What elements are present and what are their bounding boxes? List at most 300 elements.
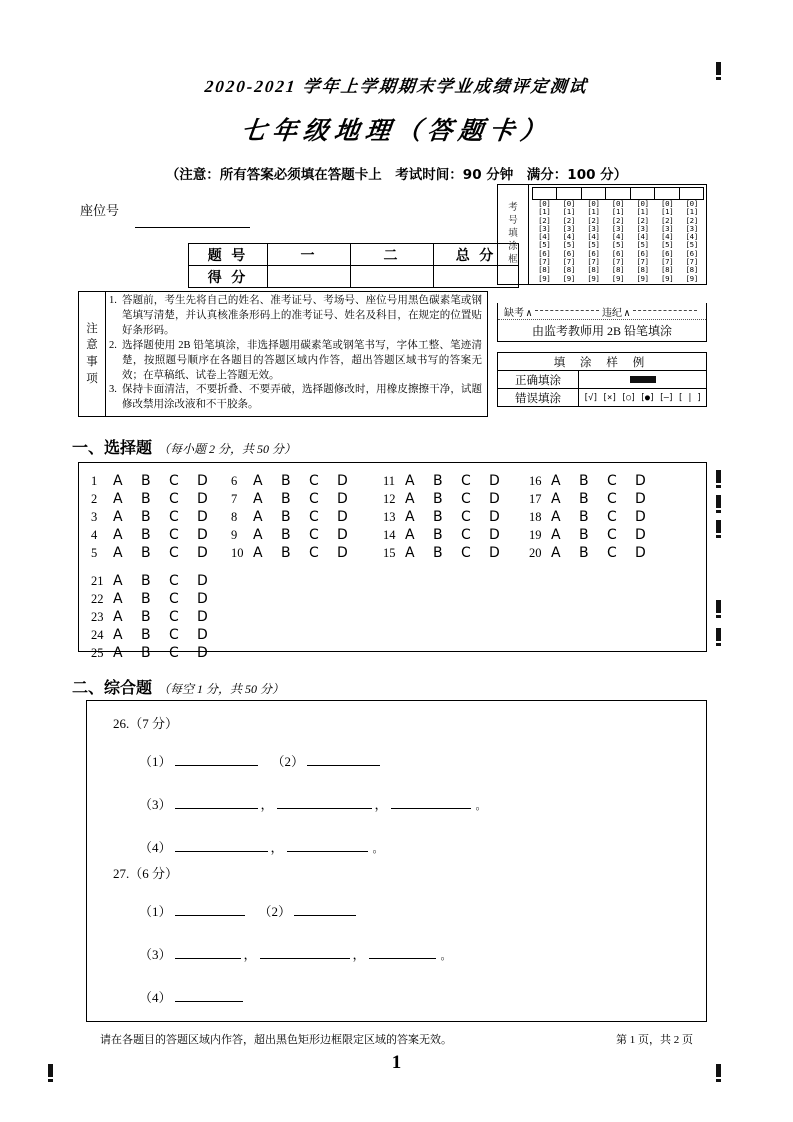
exam-number-bubble[interactable]: [0]: [660, 199, 674, 208]
multiple-choice-column[interactable]: [529, 473, 663, 563]
multiple-choice-option-c[interactable]: C: [607, 491, 617, 507]
fill-sample-wrong-value: [√] [×] [○] [●] [—] [ | ]: [579, 389, 707, 407]
question-26-blank-3-1[interactable]: [175, 796, 258, 809]
exam-number-bubble-box[interactable]: [497, 184, 707, 285]
multiple-choice-row[interactable]: [383, 473, 517, 491]
multiple-choice-option-c[interactable]: C: [309, 509, 319, 525]
multiple-choice-option-b[interactable]: B: [281, 491, 291, 507]
score-table-question-label: 题 号: [189, 244, 268, 266]
multiple-choice-column[interactable]: [383, 473, 517, 563]
proctor-dash-divider-2: [633, 309, 697, 311]
score-table-col-1: 一: [268, 244, 351, 266]
question-27-line-3[interactable]: [139, 987, 243, 1006]
question-26-part-1-label: （1）: [139, 754, 172, 769]
multiple-choice-number: 15: [383, 546, 396, 560]
multiple-choice-option-d[interactable]: D: [197, 473, 208, 489]
multiple-choice-option-b[interactable]: B: [579, 473, 589, 489]
multiple-choice-option-b[interactable]: B: [141, 573, 151, 589]
free-response-answer-region[interactable]: [86, 700, 707, 1022]
multiple-choice-option-d[interactable]: D: [197, 609, 208, 625]
exam-number-bubble-row[interactable]: [532, 275, 704, 283]
exam-number-bubble[interactable]: [7]: [562, 256, 576, 266]
multiple-choice-row[interactable]: [231, 491, 365, 509]
fill-sample-table: [497, 352, 707, 407]
notice-item-number: 1.: [109, 295, 117, 306]
exam-label-char-5: 框: [508, 254, 518, 265]
score-table-value-1[interactable]: [268, 266, 351, 288]
exam-number-bubble[interactable]: [3]: [636, 223, 649, 233]
multiple-choice-option-d[interactable]: D: [197, 545, 208, 561]
exam-label-char-1: 考: [508, 203, 518, 214]
question-27-sep-3-1: ，: [243, 947, 257, 962]
multiple-choice-number: 10: [231, 546, 244, 560]
exam-label-char-2: 号: [508, 216, 518, 227]
multiple-choice-row[interactable]: [91, 573, 225, 591]
multiple-choice-option-b[interactable]: B: [433, 527, 443, 543]
exam-number-bubble[interactable]: [8]: [562, 265, 576, 275]
exam-number-bubble[interactable]: [1]: [685, 207, 698, 217]
multiple-choice-option-a[interactable]: A: [551, 473, 561, 489]
multiple-choice-option-b[interactable]: B: [281, 473, 291, 489]
exam-number-bubble[interactable]: [6]: [685, 248, 698, 258]
exam-number-bubble[interactable]: [7]: [685, 256, 698, 266]
exam-number-bubble[interactable]: [5]: [562, 240, 576, 250]
notice-item-text: 选择题使用 2B 铅笔填涂，非选择题用碳素笔或钢笔书写，字体工整、笔迹清楚，按照题号顺序在各题目的答题区域内作答，超出答题区域书写的答案无效；在草稿纸、试卷上答题无效。: [122, 339, 482, 381]
multiple-choice-number: 25: [91, 646, 104, 660]
notice-item: [109, 294, 482, 339]
exam-number-bubble[interactable]: [6]: [611, 248, 625, 258]
registration-mark-mid-right-4: [716, 600, 721, 613]
exam-number-bubble[interactable]: [0]: [562, 199, 576, 208]
multiple-choice-option-b[interactable]: B: [141, 609, 151, 625]
question-27-blank-4-1[interactable]: [175, 989, 243, 1002]
exam-number-bubble[interactable]: [2]: [611, 215, 625, 225]
multiple-choice-option-c[interactable]: C: [169, 545, 179, 561]
proctor-marks-row[interactable]: [498, 303, 706, 320]
exam-number-bubble[interactable]: [3]: [685, 223, 698, 233]
multiple-choice-row[interactable]: [91, 545, 225, 563]
multiple-choice-row[interactable]: [231, 527, 365, 545]
exam-number-bubble[interactable]: [8]: [611, 265, 625, 275]
multiple-choice-row[interactable]: [91, 627, 225, 645]
multiple-choice-row[interactable]: [91, 591, 225, 609]
multiple-choice-option-b[interactable]: B: [281, 509, 291, 525]
exam-number-bubble[interactable]: [4]: [660, 232, 674, 242]
multiple-choice-row[interactable]: [91, 473, 225, 491]
exam-number-bubble[interactable]: [7]: [636, 256, 649, 266]
multiple-choice-row[interactable]: [91, 527, 225, 545]
multiple-choice-number: 23: [91, 610, 104, 624]
multiple-choice-option-a[interactable]: A: [113, 609, 123, 625]
exam-number-bubble[interactable]: [7]: [611, 256, 625, 266]
seat-number-input[interactable]: [135, 226, 250, 228]
multiple-choice-option-d[interactable]: D: [489, 545, 500, 561]
fill-sample-correct-label: 正确填涂: [498, 371, 579, 389]
multiple-choice-option-c[interactable]: C: [169, 527, 179, 543]
seat-number-label: 座位号: [80, 203, 120, 218]
exam-label-char-4: 涂: [508, 241, 518, 252]
multiple-choice-number: 8: [231, 510, 238, 524]
multiple-choice-row[interactable]: [529, 527, 663, 545]
score-table-value-2[interactable]: [351, 266, 434, 288]
multiple-choice-option-a[interactable]: A: [113, 591, 123, 607]
multiple-choice-option-c[interactable]: C: [169, 591, 179, 607]
multiple-choice-option-c[interactable]: C: [461, 545, 471, 561]
multiple-choice-option-b[interactable]: B: [579, 527, 589, 543]
multiple-choice-option-d[interactable]: D: [635, 491, 646, 507]
multiple-choice-option-d[interactable]: D: [489, 491, 500, 507]
exam-number-bubble[interactable]: [1]: [587, 207, 600, 217]
absent-label: 缺考: [504, 308, 524, 319]
multiple-choice-option-c[interactable]: C: [169, 609, 179, 625]
multiple-choice-number: 5: [91, 546, 98, 560]
page-header: [0, 72, 793, 183]
exam-number-bubble[interactable]: [8]: [636, 265, 649, 275]
question-27-sep-3-2: ，: [352, 947, 366, 962]
multiple-choice-option-b[interactable]: B: [141, 591, 151, 607]
exam-number-bubble[interactable]: [4]: [562, 232, 576, 242]
violation-mark-group[interactable]: [602, 304, 630, 319]
multiple-choice-row[interactable]: [91, 609, 225, 627]
multiple-choice-number: 7: [231, 492, 238, 506]
score-table: [188, 243, 519, 288]
multiple-choice-option-d[interactable]: D: [489, 527, 500, 543]
multiple-choice-row[interactable]: [231, 509, 365, 527]
section-1-subtitle: （每小题 2 分，共 50 分）: [158, 442, 297, 456]
multiple-choice-option-b[interactable]: B: [579, 491, 589, 507]
registration-mark-mid-right-3: [716, 520, 721, 533]
absent-mark-group[interactable]: [504, 304, 532, 319]
exam-number-bubble[interactable]: [4]: [636, 232, 649, 242]
exam-number-bubble[interactable]: [1]: [611, 207, 625, 217]
exam-number-bubble[interactable]: [7]: [538, 256, 551, 266]
multiple-choice-option-d[interactable]: D: [337, 473, 348, 489]
question-26-line-3[interactable]: [139, 837, 384, 856]
multiple-choice-option-c[interactable]: C: [607, 473, 617, 489]
question-27-blank-2-1[interactable]: [294, 903, 356, 916]
question-26-line-1[interactable]: [139, 751, 380, 770]
multiple-choice-option-c[interactable]: C: [309, 473, 319, 489]
multiple-choice-option-a[interactable]: A: [113, 509, 123, 525]
multiple-choice-row[interactable]: [529, 473, 663, 491]
multiple-choice-option-a[interactable]: A: [551, 545, 561, 561]
multiple-choice-row[interactable]: [529, 491, 663, 509]
fill-sample-wrong-row: [498, 389, 707, 407]
multiple-choice-option-b[interactable]: B: [433, 491, 443, 507]
section-2-heading: [72, 675, 284, 698]
question-27-line-2[interactable]: [139, 944, 452, 963]
exam-number-bubble[interactable]: [9]: [660, 273, 674, 283]
exam-number-bubble[interactable]: [6]: [538, 248, 551, 258]
multiple-choice-number: 19: [529, 528, 542, 542]
multiple-choice-option-a[interactable]: A: [113, 645, 123, 661]
multiple-choice-option-d[interactable]: D: [635, 473, 646, 489]
multiple-choice-option-a[interactable]: A: [551, 527, 561, 543]
multiple-choice-row[interactable]: [383, 509, 517, 527]
exam-term-title: 2020-2021 学年上学期期末学业成绩评定测试: [203, 77, 589, 96]
multiple-choice-option-d[interactable]: D: [337, 545, 348, 561]
question-26-part-3-label: （3）: [139, 797, 172, 812]
exam-number-bubble[interactable]: [8]: [660, 265, 674, 275]
question-26-end-3: 。: [475, 800, 487, 812]
violation-mark[interactable]: ∧: [624, 308, 631, 319]
multiple-choice-option-a[interactable]: A: [405, 473, 415, 489]
multiple-choice-option-a[interactable]: A: [551, 491, 561, 507]
multiple-choice-option-a[interactable]: A: [405, 491, 415, 507]
exam-number-bubble[interactable]: [1]: [636, 207, 649, 217]
question-26-sep-3-2: ，: [374, 797, 388, 812]
multiple-choice-number: 14: [383, 528, 396, 542]
multiple-choice-answer-region[interactable]: [78, 462, 707, 661]
multiple-choice-option-d[interactable]: D: [337, 491, 348, 507]
exam-number-bubble-rows[interactable]: [532, 200, 704, 283]
multiple-choice-option-b[interactable]: B: [433, 473, 443, 489]
question-27-blank-3-2[interactable]: [260, 946, 350, 959]
multiple-choice-option-b[interactable]: B: [433, 509, 443, 525]
exam-number-bubble[interactable]: [4]: [587, 232, 600, 242]
question-27-blank-1-1[interactable]: [175, 903, 245, 916]
exam-number-bubble[interactable]: [9]: [636, 273, 649, 283]
exam-number-bubble[interactable]: [5]: [660, 240, 674, 250]
question-26-blank-4-2[interactable]: [287, 839, 368, 852]
question-27-part-2-label: （2）: [258, 904, 292, 919]
multiple-choice-option-b[interactable]: B: [141, 545, 151, 561]
exam-number-bubble[interactable]: [8]: [538, 265, 551, 275]
exam-number-bubble[interactable]: [9]: [562, 273, 576, 283]
multiple-choice-row[interactable]: [91, 645, 225, 663]
exam-number-bubble[interactable]: [2]: [587, 215, 600, 225]
question-26-part-4-label: （4）: [139, 840, 172, 855]
exam-number-bubble[interactable]: [5]: [611, 240, 625, 250]
multiple-choice-option-b[interactable]: B: [281, 545, 291, 561]
multiple-choice-option-d[interactable]: D: [489, 473, 500, 489]
exam-number-bubble[interactable]: [5]: [538, 240, 551, 250]
exam-number-bubble[interactable]: [2]: [685, 215, 698, 225]
section-2-subtitle: （每空 1 分，共 50 分）: [158, 682, 285, 696]
multiple-choice-number: 3: [91, 510, 98, 524]
exam-number-bubble[interactable]: [9]: [587, 273, 600, 283]
exam-number-bubble[interactable]: [0]: [587, 199, 600, 208]
exam-number-bubble[interactable]: [6]: [587, 248, 600, 258]
multiple-choice-option-b[interactable]: B: [281, 527, 291, 543]
multiple-choice-option-a[interactable]: A: [113, 473, 123, 489]
exam-number-bubble[interactable]: [9]: [685, 273, 698, 283]
multiple-choice-number: 17: [529, 492, 542, 506]
multiple-choice-number: 9: [231, 528, 238, 542]
exam-number-bubble[interactable]: [9]: [611, 273, 625, 283]
exam-number-bubble[interactable]: [0]: [611, 199, 625, 208]
multiple-choice-option-a[interactable]: A: [253, 527, 263, 543]
exam-number-bubble[interactable]: [0]: [685, 199, 698, 208]
exam-number-bubble[interactable]: [3]: [562, 223, 576, 233]
multiple-choice-option-a[interactable]: A: [253, 509, 263, 525]
multiple-choice-column[interactable]: [91, 573, 225, 663]
multiple-choice-option-d[interactable]: D: [197, 527, 208, 543]
multiple-choice-option-b[interactable]: B: [141, 491, 151, 507]
multiple-choice-number: 13: [383, 510, 396, 524]
question-27-blank-3-3[interactable]: [369, 946, 436, 959]
exam-number-bubble[interactable]: [0]: [538, 199, 551, 208]
multiple-choice-option-a[interactable]: A: [551, 509, 561, 525]
notice-label-char-1: 注: [86, 322, 98, 335]
exam-number-bubble[interactable]: [2]: [538, 215, 551, 225]
multiple-choice-option-d[interactable]: D: [635, 509, 646, 525]
multiple-choice-row[interactable]: [383, 491, 517, 509]
exam-number-bubble[interactable]: [7]: [660, 256, 674, 266]
multiple-choice-option-c[interactable]: C: [309, 527, 319, 543]
exam-number-bubble[interactable]: [2]: [562, 215, 576, 225]
multiple-choice-option-a[interactable]: A: [113, 527, 123, 543]
question-26-blank-1-1[interactable]: [175, 753, 258, 766]
exam-number-grid[interactable]: [529, 185, 706, 284]
question-26-blank-3-2[interactable]: [277, 796, 372, 809]
score-table-score-label: 得 分: [189, 266, 268, 288]
multiple-choice-option-c[interactable]: C: [309, 545, 319, 561]
multiple-choice-option-a[interactable]: A: [253, 545, 263, 561]
multiple-choice-row[interactable]: [231, 545, 365, 563]
multiple-choice-row[interactable]: [383, 545, 517, 563]
multiple-choice-row[interactable]: [529, 509, 663, 527]
multiple-choice-row[interactable]: [91, 509, 225, 527]
exam-number-bubble[interactable]: [6]: [562, 248, 576, 258]
fill-sample-correct-row: [498, 371, 707, 389]
absent-mark[interactable]: ∧: [526, 308, 533, 319]
exam-number-bubble[interactable]: [8]: [685, 265, 698, 275]
exam-number-bubble[interactable]: [8]: [587, 265, 600, 275]
multiple-choice-option-c[interactable]: C: [169, 645, 179, 661]
question-26-end-4: 。: [372, 843, 384, 855]
exam-number-bubble[interactable]: [0]: [636, 199, 649, 208]
multiple-choice-row[interactable]: [231, 473, 365, 491]
multiple-choice-number: 20: [529, 546, 542, 560]
multiple-choice-option-d[interactable]: D: [337, 509, 348, 525]
multiple-choice-option-d[interactable]: D: [197, 627, 208, 643]
exam-number-bubble[interactable]: [2]: [660, 215, 674, 225]
multiple-choice-option-d[interactable]: D: [197, 645, 208, 661]
multiple-choice-option-c[interactable]: C: [169, 473, 179, 489]
multiple-choice-option-b[interactable]: B: [141, 509, 151, 525]
question-26-blank-3-3[interactable]: [391, 796, 471, 809]
question-27-part-4-label: （4）: [139, 990, 172, 1005]
exam-number-bubble[interactable]: [1]: [538, 207, 551, 217]
multiple-choice-option-b[interactable]: B: [141, 627, 151, 643]
multiple-choice-option-a[interactable]: A: [113, 545, 123, 561]
multiple-choice-option-b[interactable]: B: [433, 545, 443, 561]
exam-number-bubble[interactable]: [6]: [636, 248, 649, 258]
exam-number-bubble[interactable]: [4]: [538, 232, 551, 242]
multiple-choice-column[interactable]: [231, 473, 365, 563]
exam-number-bubble[interactable]: [5]: [636, 240, 649, 250]
fill-sample-wrong-label: 错误填涂: [498, 389, 579, 407]
page-title: 七年级地理（答题卡）: [239, 118, 553, 145]
notice-label-char-4: 项: [86, 372, 98, 385]
notice-item: [109, 339, 482, 384]
question-27-line-1[interactable]: [139, 901, 356, 920]
exam-number-bubble[interactable]: [3]: [611, 223, 625, 233]
multiple-choice-option-c[interactable]: C: [607, 545, 617, 561]
multiple-choice-column[interactable]: [91, 473, 225, 563]
proctor-marks-box[interactable]: [497, 303, 707, 342]
multiple-choice-option-b[interactable]: B: [579, 509, 589, 525]
exam-number-bubble[interactable]: [3]: [660, 223, 674, 233]
multiple-choice-option-c[interactable]: C: [169, 627, 179, 643]
exam-number-bubble[interactable]: [1]: [562, 207, 576, 217]
multiple-choice-option-c[interactable]: C: [169, 491, 179, 507]
multiple-choice-option-c[interactable]: C: [169, 509, 179, 525]
fill-sample-title-row: [498, 353, 707, 371]
multiple-choice-option-c[interactable]: C: [169, 573, 179, 589]
multiple-choice-option-a[interactable]: A: [405, 545, 415, 561]
score-table-col-2: 二: [351, 244, 434, 266]
multiple-choice-option-a[interactable]: A: [405, 509, 415, 525]
exam-number-bubble[interactable]: [6]: [660, 248, 674, 258]
multiple-choice-number: 2: [91, 492, 98, 506]
multiple-choice-option-d[interactable]: D: [635, 545, 646, 561]
question-27-part-3-label: （3）: [139, 947, 172, 962]
question-26-line-2[interactable]: [139, 794, 487, 813]
score-table-value-row: [189, 266, 519, 288]
multiple-choice-option-d[interactable]: D: [337, 527, 348, 543]
multiple-choice-option-a[interactable]: A: [113, 627, 123, 643]
exam-number-bubble[interactable]: [3]: [587, 223, 600, 233]
exam-number-bubble[interactable]: [5]: [685, 240, 698, 250]
multiple-choice-number: 21: [91, 574, 104, 588]
question-26-blank-4-1[interactable]: [175, 839, 268, 852]
multiple-choice-row[interactable]: [529, 545, 663, 563]
exam-number-bubble[interactable]: [2]: [636, 215, 649, 225]
multiple-choice-option-d[interactable]: D: [197, 591, 208, 607]
multiple-choice-option-d[interactable]: D: [635, 527, 646, 543]
question-27-blank-3-1[interactable]: [175, 946, 241, 959]
multiple-choice-option-b[interactable]: B: [141, 645, 151, 661]
exam-number-bubble[interactable]: [7]: [587, 256, 600, 266]
exam-number-bubble[interactable]: [5]: [587, 240, 600, 250]
notice-box-body: [106, 292, 487, 416]
multiple-choice-option-c[interactable]: C: [461, 527, 471, 543]
multiple-choice-option-a[interactable]: A: [113, 573, 123, 589]
multiple-choice-option-c[interactable]: C: [461, 491, 471, 507]
multiple-choice-option-c[interactable]: C: [461, 473, 471, 489]
multiple-choice-option-d[interactable]: D: [197, 573, 208, 589]
multiple-choice-number: 1: [91, 474, 98, 488]
multiple-choice-option-a[interactable]: A: [405, 527, 415, 543]
multiple-choice-option-c[interactable]: C: [607, 509, 617, 525]
multiple-choice-option-d[interactable]: D: [489, 509, 500, 525]
exam-number-bubble[interactable]: [4]: [611, 232, 625, 242]
exam-number-bubble[interactable]: [9]: [538, 273, 551, 283]
multiple-choice-option-b[interactable]: B: [579, 545, 589, 561]
multiple-choice-row[interactable]: [383, 527, 517, 545]
multiple-choice-row[interactable]: [91, 491, 225, 509]
multiple-choice-option-c[interactable]: C: [461, 509, 471, 525]
seat-number-field[interactable]: [80, 200, 250, 228]
multiple-choice-option-c[interactable]: C: [607, 527, 617, 543]
footer-note: 请在各题目的答题区域内作答，超出黑色矩形边框限定区域的答案无效。: [100, 1034, 452, 1046]
multiple-choice-option-a[interactable]: A: [253, 491, 263, 507]
exam-number-bubble[interactable]: [3]: [538, 223, 551, 233]
exam-number-bubble[interactable]: [1]: [660, 207, 674, 217]
question-26-blank-2-1[interactable]: [307, 753, 380, 766]
multiple-choice-option-d[interactable]: D: [197, 509, 208, 525]
multiple-choice-option-d[interactable]: D: [197, 491, 208, 507]
multiple-choice-option-a[interactable]: A: [253, 473, 263, 489]
multiple-choice-option-b[interactable]: B: [141, 527, 151, 543]
multiple-choice-option-c[interactable]: C: [309, 491, 319, 507]
multiple-choice-option-a[interactable]: A: [113, 491, 123, 507]
notice-label-char-3: 事: [86, 356, 98, 369]
multiple-choice-option-b[interactable]: B: [141, 473, 151, 489]
exam-number-bubble[interactable]: [4]: [685, 232, 698, 242]
